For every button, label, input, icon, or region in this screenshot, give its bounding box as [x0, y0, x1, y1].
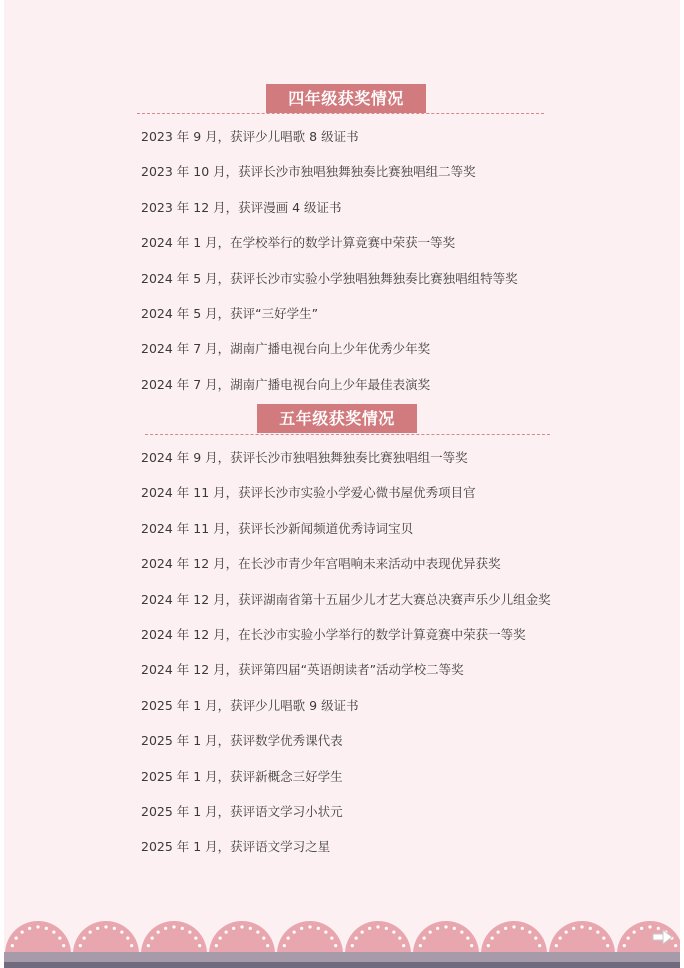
footer-bar-bottom [4, 962, 680, 968]
scallop-dot [487, 944, 490, 947]
scallop-dot [528, 931, 531, 934]
scallop-dot [324, 931, 327, 934]
scallop-dot [164, 927, 167, 930]
scallop-dot [172, 925, 175, 928]
scallop-dot [534, 937, 537, 940]
list-item: 2024 年 7 月，湖南广播电视台向上少年最佳表演奖 [141, 376, 431, 392]
arrow-right-icon[interactable] [652, 928, 674, 946]
scallop-dot [225, 931, 228, 934]
scallop-dot [385, 927, 388, 930]
scallop-dot [28, 927, 31, 930]
list-item: 2025 年 1 月，获评语文学习小状元 [141, 804, 343, 819]
list-item: 2023 年 12 月，获评漫画 4 级证书 [141, 199, 342, 215]
scallop-dot [466, 937, 469, 940]
list-item: 2024 年 12 月，获评第四届“英语朗读者”活动学校二等奖 [141, 662, 464, 678]
section-header-grade4 [4, 84, 680, 124]
list-item: 2024 年 11 月，获评长沙市实验小学爱心微书屋优秀项目官 [141, 485, 476, 501]
scallop-dot [198, 944, 201, 947]
scallop-dot [602, 937, 605, 940]
scallop-dot [633, 931, 636, 934]
scallop-dot [151, 937, 154, 940]
scallop-dot [266, 944, 269, 947]
list-item: 2025 年 1 月，获评语文学习之星 [141, 839, 331, 855]
scallop-dot [504, 927, 507, 930]
scallop-dot [491, 937, 494, 940]
scallop-dot [317, 927, 320, 930]
scallop-dot [104, 925, 107, 928]
scallop-dot [497, 931, 500, 934]
scallop-dot [181, 927, 184, 930]
scallop-dot [62, 944, 65, 947]
section-header-grade5 [4, 404, 680, 444]
list-item: 2025 年 1 月，获评新概念三好学生 [141, 768, 343, 784]
list-item: 2024 年 7 月，湖南广播电视台向上少年优秀少年奖 [141, 341, 431, 357]
list-item: 2024 年 5 月，获评长沙市实验小学独唱独舞独奏比赛独唱组特等奖 [141, 270, 518, 286]
scallop-dot [293, 931, 296, 934]
scallop-dot [188, 931, 191, 934]
scallop-dot [538, 944, 541, 947]
scallop-dot [559, 937, 562, 940]
scallop-dot [580, 925, 583, 928]
scallop-dot [157, 931, 160, 934]
scallop-dot [113, 927, 116, 930]
scallop-dot [470, 944, 473, 947]
list-item: 2025 年 1 月，获评少儿唱歌 9 级证书 [141, 697, 359, 713]
list-item: 2024 年 9 月，获评长沙市独唱独舞独奏比赛独唱组一等奖 [141, 450, 468, 465]
scallop-dot [330, 937, 333, 940]
list-item: 2024 年 5 月，获评“三好学生” [141, 306, 319, 321]
divider-dashed [137, 113, 544, 114]
scallop-dot [194, 937, 197, 940]
scallop-dot [58, 937, 61, 940]
scallop-dot [11, 944, 14, 947]
scallop-dot [376, 925, 379, 928]
scallop-dot [429, 931, 432, 934]
scallop-dot [460, 931, 463, 934]
scallop-dot [521, 927, 524, 930]
scallop-dot [283, 944, 286, 947]
scallop-dot [130, 944, 133, 947]
scallop-dot [623, 944, 626, 947]
scallop-dot [361, 931, 364, 934]
scallop-dot [355, 937, 358, 940]
list-item: 2025 年 1 月，获评数学优秀课代表 [141, 733, 343, 749]
scallop-dot [402, 944, 405, 947]
scallop-dot [89, 931, 92, 934]
scallop-dot [606, 944, 609, 947]
scallop-dot [45, 927, 48, 930]
page [4, 0, 680, 968]
scallop-dot [232, 927, 235, 930]
section-title-grade4: 四年级获奖情况 [266, 84, 426, 113]
scallop-dot [52, 931, 55, 934]
scallop-dot [36, 925, 39, 928]
list-item: 2024 年 1 月，在学校举行的数学计算竟赛中荣获一等奖 [141, 235, 456, 251]
list-item: 2023 年 10 月，获评长沙市独唱独舞独奏比赛独唱组二等奖 [141, 164, 476, 180]
scallop-dot [436, 927, 439, 930]
scallop-dot [565, 931, 568, 934]
scallop-dot [453, 927, 456, 930]
scallop-dot [96, 927, 99, 930]
scallop-dot [368, 927, 371, 930]
scallop-dot [120, 931, 123, 934]
scallop-dot [21, 931, 24, 934]
scallop-dot [512, 925, 515, 928]
list-item: 2024 年 12 月，获评湖南省第十五届少儿才艺大赛总决赛声乐少儿组金奖 [141, 591, 551, 607]
scallop-dot [287, 937, 290, 940]
scallop-dot [249, 927, 252, 930]
list-item: 2023 年 9 月，获评少儿唱歌 8 级证书 [141, 129, 359, 144]
scallop-dot [640, 927, 643, 930]
scallop-dot [262, 937, 265, 940]
scallop-dot [596, 931, 599, 934]
scallop-dot [398, 937, 401, 940]
list-item: 2024 年 12 月，在长沙市青少年宫唱响未来活动中表现优异获奖 [141, 556, 501, 572]
scallop-dot [308, 925, 311, 928]
scallop-dot [147, 944, 150, 947]
scallop-dot [572, 927, 575, 930]
scallop-dot [83, 937, 86, 940]
scallop-dot [126, 937, 129, 940]
scallop-dot [215, 944, 218, 947]
scallop-dot [240, 925, 243, 928]
list-item: 2024 年 12 月，在长沙市实验小学举行的数学计算竟赛中荣获一等奖 [141, 627, 526, 642]
scallop-dot [423, 937, 426, 940]
scallop-dot [674, 944, 677, 947]
scallop-dot [300, 927, 303, 930]
scallop-dot [627, 937, 630, 940]
scallop-dot [555, 944, 558, 947]
divider-dashed [145, 434, 550, 435]
scallop-dot [392, 931, 395, 934]
list-item: 2024 年 11 月，获评长沙新闻频道优秀诗词宝贝 [141, 520, 414, 536]
scallop-dot [419, 944, 422, 947]
footer-decoration [4, 912, 680, 968]
section-title-grade5: 五年级获奖情况 [257, 404, 417, 433]
scallop-dot [256, 931, 259, 934]
scallop-dot [219, 937, 222, 940]
scallop-dot [589, 927, 592, 930]
scallop-dot [351, 944, 354, 947]
scallop-dot [334, 944, 337, 947]
scallop-dot [79, 944, 82, 947]
scallop-dot [15, 937, 18, 940]
scallop-dot [444, 925, 447, 928]
